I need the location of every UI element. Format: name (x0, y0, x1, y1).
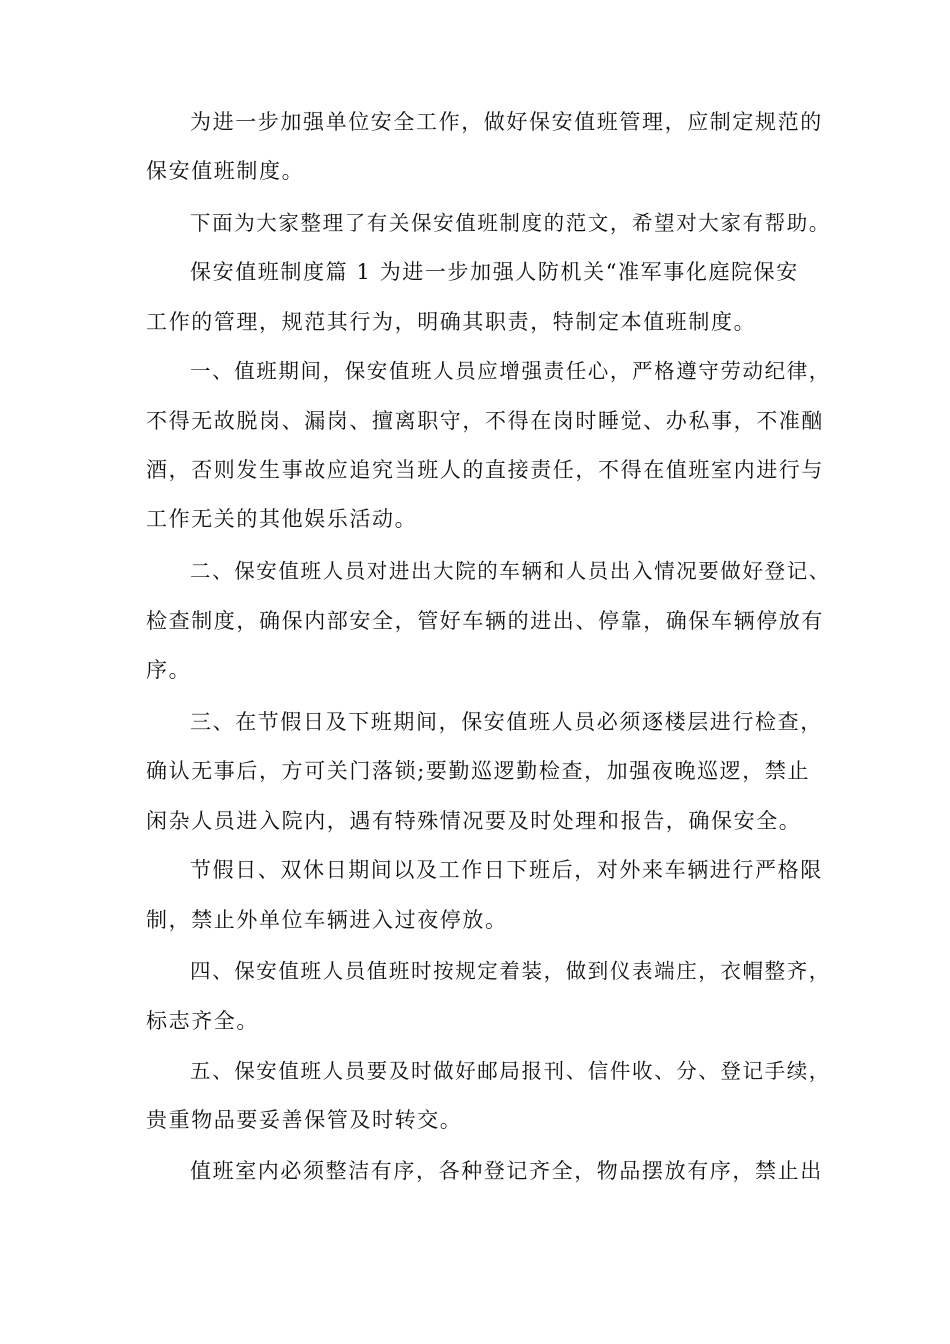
paragraph-9-line-1: 五、保安值班人员要及时做好邮局报刊、信件收、分、登记手续， (190, 1059, 831, 1083)
paragraph-1-line-2: 保安值班制度。 (146, 159, 305, 183)
paragraph-7-line-2: 制，禁止外单位车辆进入过夜停放。 (146, 908, 508, 932)
paragraph-1-line-1: 为进一步加强单位安全工作，做好保安值班管理，应制定规范的 (190, 110, 823, 134)
paragraph-8-line-2: 标志齐全。 (146, 1009, 259, 1033)
paragraph-2-line-1: 下面为大家整理了有关保安值班制度的范文，希望对大家有帮助。 (190, 211, 831, 235)
paragraph-4-line-2: 不得无故脱岗、漏岗、擅离职守，不得在岗时睡觉、办私事，不准酗 (146, 409, 824, 433)
paragraph-6-line-2: 确认无事后，方可关门落锁;要勤巡逻勤检查，加强夜晚巡逻，禁止 (146, 759, 811, 783)
paragraph-8-line-1: 四、保安值班人员值班时按规定着装，做到仪表端庄，衣帽整齐， (190, 959, 831, 983)
paragraph-10-line-1: 值班室内必须整洁有序，各种登记齐全，物品摆放有序，禁止出 (190, 1159, 823, 1183)
paragraph-6-line-3: 闲杂人员进入院内，遇有特殊情况要及时处理和报告，确保安全。 (146, 809, 802, 833)
paragraph-3-line-2: 工作的管理，规范其行为，明确其职责，特制定本值班制度。 (146, 310, 757, 334)
paragraph-5-line-1: 二、保安值班人员对进出大院的车辆和人员出入情况要做好登记、 (190, 559, 831, 583)
paragraph-4-line-1: 一、值班期间，保安值班人员应增强责任心，严格遵守劳动纪律， (190, 359, 831, 383)
paragraph-7-line-1: 节假日、双休日期间以及工作日下班后，对外来车辆进行严格限 (190, 858, 823, 882)
paragraph-4-line-4: 工作无关的其他娱乐活动。 (146, 507, 418, 531)
paragraph-6-line-1: 三、在节假日及下班期间，保安值班人员必须逐楼层进行检查， (190, 710, 823, 734)
paragraph-4-line-3: 酒，否则发生事故应追究当班人的直接责任，不得在值班室内进行与 (146, 458, 824, 482)
paragraph-5-line-3: 序。 (146, 658, 192, 682)
paragraph-3-line-1: 保安值班制度篇 1 为进一步加强人防机关“准军事化庭院保安 (190, 260, 799, 284)
paragraph-5-line-2: 检查制度，确保内部安全，管好车辆的进出、停靠，确保车辆停放有 (146, 609, 824, 633)
paragraph-9-line-2: 贵重物品要妥善保管及时转交。 (146, 1108, 463, 1132)
